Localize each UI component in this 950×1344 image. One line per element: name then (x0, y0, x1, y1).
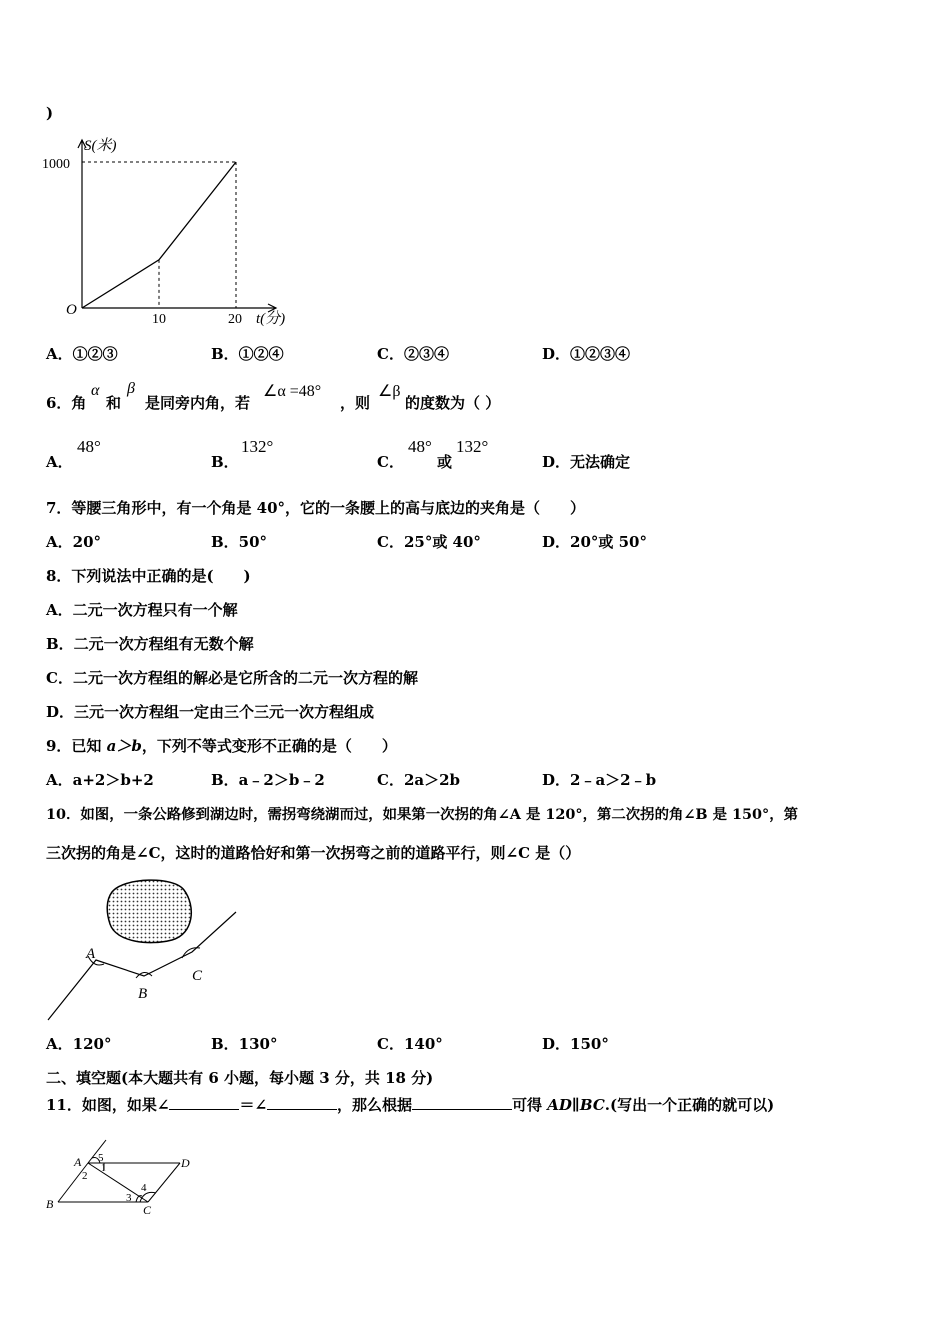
q6-then: ，则 (340, 394, 371, 412)
q9-option-b: B．a﹣2＞b﹣2 (211, 771, 325, 789)
q6-option-a-value: 48° (77, 437, 101, 456)
q5-option-d: D．①②③④ (542, 345, 631, 363)
q9-stem-post: ，下列不等式变形不正确的是（ ） (141, 737, 397, 755)
q7-option-c: C．25°或 40° (377, 533, 481, 551)
q8-option-c: C．二元一次方程组的解必是它所含的二元一次方程的解 (46, 669, 418, 687)
q10-label-c: C (192, 968, 203, 984)
q6-mid: 是同旁内角，若 (145, 394, 251, 412)
q10-option-b: B．130° (211, 1035, 278, 1053)
q5-option-c: C．②③④ (377, 345, 449, 363)
q8-stem: 8．下列说法中正确的是( ) (46, 567, 251, 585)
q11-side-ab (58, 1163, 88, 1202)
q7-option-d: D．20°或 50° (542, 533, 647, 551)
q11-label-2: 2 (82, 1170, 88, 1182)
q10-lake (107, 880, 191, 943)
q6-alpha: α (91, 382, 100, 399)
q6-num: 6．角 (46, 394, 87, 412)
q5-distance-time-graph (40, 128, 320, 333)
q9-condition: a＞b (106, 737, 142, 755)
q10-option-d: D．150° (542, 1035, 609, 1053)
q6-condition: ∠α =48° (263, 383, 322, 400)
q8-option-d: D．三元一次方程组一定由三个三元一次方程组成 (46, 703, 375, 721)
q11-label-b: B (46, 1197, 54, 1211)
q11-label-5: 5 (98, 1152, 104, 1164)
q6-angle-beta: ∠β (378, 383, 401, 400)
q6-option-b-value: 132° (241, 437, 274, 456)
q7-option-b: B．50° (211, 533, 268, 551)
q6-option-c-or: 或 (437, 453, 453, 471)
q10-line2: 三次拐的角是∠C，这时的道路恰好和第一次拐弯之前的道路平行，则∠C 是（） (46, 844, 581, 862)
q8-option-a: A．二元一次方程只有一个解 (46, 601, 238, 619)
q5-origin: O (66, 302, 77, 318)
q6-option-d: D．无法确定 (542, 453, 631, 471)
q11-part3: ，那么根据 (337, 1096, 413, 1114)
q11-part1: 11．如图，如果∠ (46, 1096, 170, 1114)
q8-option-b: B．二元一次方程组有无数个解 (46, 635, 254, 653)
q6-tail: 的度数为（ ） (405, 394, 501, 412)
q10-line1: 10．如图，一条公路修到湖边时，需拐弯绕湖而过，如果第一次拐的角∠A 是 120°，第二次拐的角∠B 是 150°，第 (46, 806, 798, 823)
q5-option-a: A．①②③ (46, 345, 118, 363)
q11-label-a: A (74, 1155, 82, 1169)
q6-beta: β (127, 380, 135, 397)
q9-option-d: D．2﹣a＞2﹣b (542, 771, 657, 789)
q9-stem (46, 737, 397, 755)
q5-option-b: B．①②④ (211, 345, 284, 363)
q10-lake-road-figure (44, 872, 244, 1024)
q6-option-b-letter: B． (211, 453, 239, 471)
section-2-heading: 二、填空题(本大题共有 6 小题，每小题 3 分，共 18 分) (46, 1069, 434, 1087)
q5-x-tick-10: 10 (152, 312, 166, 327)
q11-label-4: 4 (141, 1182, 147, 1194)
q5-x-tick-20: 20 (228, 312, 242, 327)
q11-label-d: D (181, 1156, 190, 1170)
q5-paren-tail: ) (46, 104, 54, 122)
q6-option-c-letter: C． (377, 453, 404, 471)
q11-parallel: AD∥BC (547, 1096, 605, 1114)
q11-label-c: C (143, 1203, 152, 1217)
q6-option-c-value2: 132° (456, 437, 489, 456)
q6-option-c-value1: 48° (408, 437, 432, 456)
q11-label-1: 1 (101, 1163, 106, 1174)
q10-option-c: C．140° (377, 1035, 443, 1053)
q10-option-a: A．120° (46, 1035, 112, 1053)
q10-label-a: A (86, 946, 96, 962)
q11-blank-1[interactable] (169, 1095, 239, 1110)
q7-option-a: A．20° (46, 533, 102, 551)
q11-stem (46, 1095, 774, 1114)
q5-y-label: S(米) (84, 138, 117, 154)
q9-option-a: A．a+2＞b+2 (46, 771, 154, 789)
q5-y-tick: 1000 (42, 157, 70, 172)
q11-parallelogram-figure (44, 1134, 204, 1217)
q7-stem: 7．等腰三角形中，有一个角是 40°，它的一条腰上的高与底边的夹角是（ ） (46, 499, 586, 517)
q11-part6: .(写出一个正确的就可以) (604, 1096, 775, 1114)
q11-label-3: 3 (126, 1192, 132, 1204)
q11-blank-2[interactable] (267, 1095, 337, 1110)
q11-part4: 可得 (512, 1096, 548, 1114)
q6-and: 和 (106, 394, 122, 412)
q10-label-b: B (138, 986, 148, 1002)
q11-part2: ＝∠ (239, 1096, 268, 1114)
q5-x-label: t(分) (256, 311, 286, 327)
q11-blank-3[interactable] (412, 1095, 512, 1110)
q11-side-cd (148, 1163, 180, 1202)
q9-option-c: C．2a＞2b (377, 771, 461, 789)
q9-stem-pre: 9．已知 (46, 737, 107, 755)
q6-option-a-letter: A． (46, 453, 73, 471)
